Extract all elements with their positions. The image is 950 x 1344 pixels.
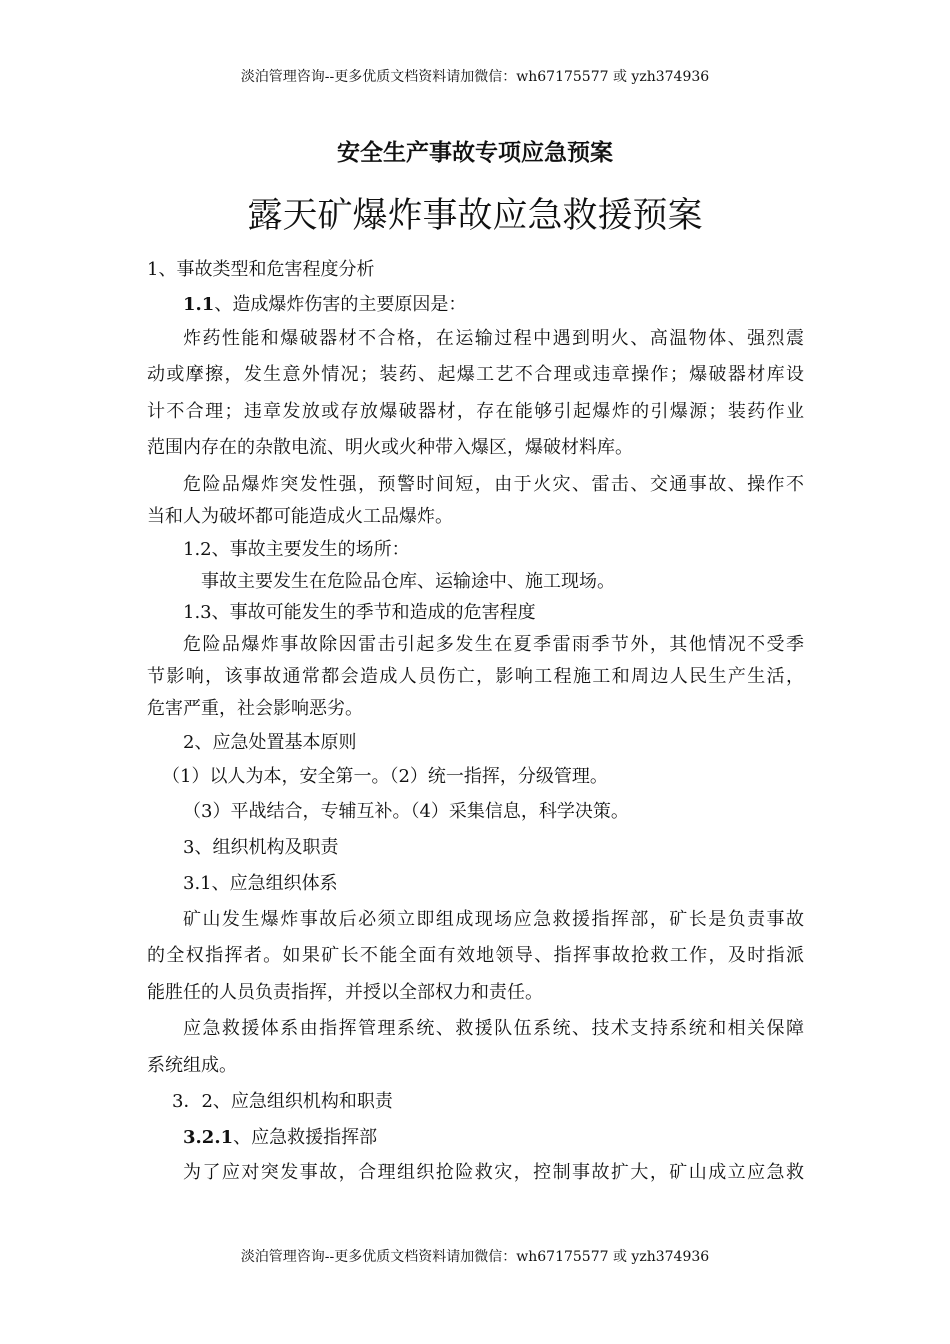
section-heading-1: 1、事故类型和危害程度分析 xyxy=(147,259,375,280)
heading-text: 、造成爆炸伤害的主要原因是： xyxy=(214,294,467,315)
paragraph-line: 危险品爆炸事故除因雷击引起多发生在夏季雷雨季节外，其他情况不受季 xyxy=(183,634,804,655)
section-heading-2: 2、应急处置基本原则 xyxy=(183,732,357,753)
paragraph-line: 动或摩擦，发生意外情况；装药、起爆工艺不合理或违章操作；爆破器材库设 xyxy=(147,364,804,385)
paragraph-line: 矿山发生爆炸事故后必须立即组成现场应急救援指挥部，矿长是负责事故 xyxy=(183,909,804,930)
paragraph-line: 计不合理；违章发放或存放爆破器材，存在能够引起爆炸的引爆源；装药作业 xyxy=(147,401,804,422)
paragraph-line: 系统组成。 xyxy=(147,1055,237,1076)
paragraph-line: 应急救援体系由指挥管理系统、救援队伍系统、技术支持系统和相关保障 xyxy=(183,1018,804,1039)
document-title: 安全生产事故专项应急预案 xyxy=(337,140,613,166)
section-number: 1.1 xyxy=(183,294,215,315)
subsection-heading-3-1: 3.1、应急组织体系 xyxy=(183,873,338,894)
paragraph-line: 为了应对突发事故，合理组织抢险救灾，控制事故扩大，矿山成立应急救 xyxy=(183,1162,804,1183)
paragraph-line: 的全权指挥者。如果矿长不能全面有效地领导、指挥事故抢救工作，及时指派 xyxy=(147,945,804,966)
principle-line: （1）以人为本，安全第一。（2）统一指挥，分级管理。 xyxy=(162,766,608,787)
paragraph-line: 节影响，该事故通常都会造成人员伤亡，影响工程施工和周边人民生产生活， xyxy=(147,666,804,687)
subsection-heading-1-3: 1.3、事故可能发生的季节和造成的危害程度 xyxy=(183,602,536,623)
paragraph-line: 当和人为破坏都可能造成火工品爆炸。 xyxy=(147,506,453,527)
subsection-heading-3-2-1 xyxy=(183,1129,377,1147)
paragraph-line: 危害严重，社会影响恶劣。 xyxy=(147,698,363,719)
section-heading-3: 3、组织机构及职责 xyxy=(183,837,339,858)
paragraph-line: 范围内存在的杂散电流、明火或火种带入爆区，爆破材料库。 xyxy=(147,437,633,458)
heading-text: 、应急救援指挥部 xyxy=(233,1127,378,1148)
subsection-heading-3-2: 3．2、应急组织机构和职责 xyxy=(172,1091,393,1112)
paragraph-line: 危险品爆炸突发性强，预警时间短，由于火灾、雷击、交通事故、操作不 xyxy=(183,474,804,495)
page-footer: 淡泊管理咨询--更多优质文档资料请加微信：wh67175577 或 yzh374936 xyxy=(240,1249,710,1265)
paragraph-line: 事故主要发生在危险品仓库、运输途中、施工现场。 xyxy=(201,571,615,592)
principle-line: （3）平战结合，专辅互补。（4）采集信息，科学决策。 xyxy=(183,801,629,822)
subsection-heading-1-2: 1.2、事故主要发生的场所： xyxy=(183,539,410,560)
page-header: 淡泊管理咨询--更多优质文档资料请加微信：wh67175577 或 yzh374936 xyxy=(240,69,710,85)
paragraph-line: 炸药性能和爆破器材不合格，在运输过程中遇到明火、高温物体、强烈震 xyxy=(183,328,804,349)
subsection-heading-1-1 xyxy=(183,296,466,314)
section-number: 3.2.1 xyxy=(183,1127,234,1148)
paragraph-line: 能胜任的人员负责指挥，并授以全部权力和责任。 xyxy=(147,982,543,1003)
plan-title: 露天矿爆炸事故应急救援预案 xyxy=(247,196,703,236)
